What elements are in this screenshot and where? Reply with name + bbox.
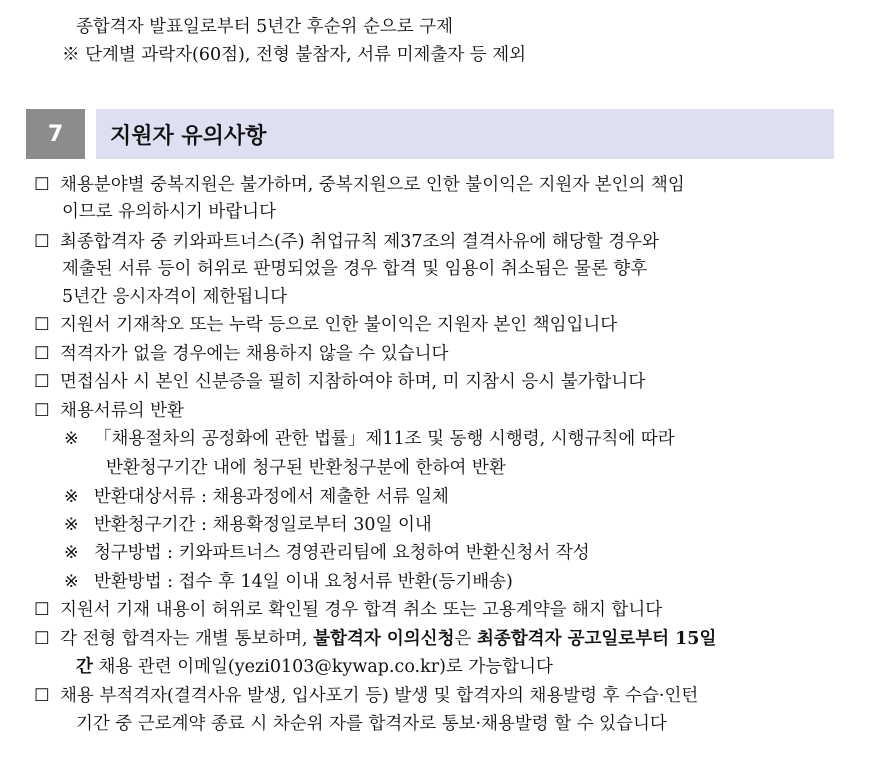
section-title: 지원자 유의사항 bbox=[110, 123, 267, 149]
section-header bbox=[96, 109, 834, 159]
checkbox-icon: ☐ bbox=[34, 344, 50, 364]
list-item: ☐ 지원서 기재 내용이 허위로 확인될 경우 합격 취소 또는 고용계약을 해지 합니다 bbox=[34, 597, 662, 623]
note-item-continuation: 반환청구기간 내에 청구된 반환청구분에 한하여 반환 bbox=[106, 458, 506, 478]
checkbox-icon: ☐ bbox=[34, 372, 50, 392]
section-number: 7 bbox=[26, 109, 85, 159]
checkbox-icon: ☐ bbox=[34, 629, 50, 649]
checkbox-icon: ☐ bbox=[34, 175, 50, 195]
checkbox-icon: ☐ bbox=[34, 686, 50, 706]
emphasis-deadline: 최종합격자 공고일로부터 15일 bbox=[476, 629, 717, 649]
checkbox-icon: ☐ bbox=[34, 232, 50, 252]
list-item: ☐ 채용서류의 반환 bbox=[34, 398, 184, 424]
note-item: ※ 반환방법 : 접수 후 14일 이내 요청서류 반환(등기배송) bbox=[64, 569, 513, 595]
checkbox-icon: ☐ bbox=[34, 315, 50, 335]
list-item-continuation: 기간 중 근로계약 종료 시 차순위 자를 합격자로 통보·채용발령 할 수 있습니다 bbox=[76, 714, 667, 734]
list-item: ☐ 면접심사 시 본인 신분증을 필히 지참하여야 하며, 미 지참시 응시 불가합니다 bbox=[34, 369, 645, 395]
list-item: ☐ 최종합격자 중 키와파트너스(주) 취업규칙 제37조의 결격사유에 해당할 경우와 bbox=[34, 229, 659, 255]
reference-mark-icon: ※ bbox=[64, 487, 79, 507]
list-item-continuation: 이므로 유의하시기 바랍니다 bbox=[62, 202, 276, 222]
carryover-line-2: ※ 단계별 과락자(60점), 전형 불참자, 서류 미제출자 등 제외 bbox=[62, 45, 527, 65]
reference-mark-icon: ※ bbox=[64, 515, 79, 535]
list-item-continuation: 제출된 서류 등이 허위로 판명되었을 경우 합격 및 임용이 취소됨은 물론 향후 bbox=[62, 259, 648, 279]
list-item-continuation: 5년간 응시자격이 제한됩니다 bbox=[62, 287, 288, 307]
reference-mark-icon: ※ bbox=[64, 572, 79, 592]
checkbox-icon: ☐ bbox=[34, 401, 50, 421]
emphasis-deadline-end: 간 bbox=[76, 657, 93, 677]
note-item: ※ 「채용절차의 공정화에 관한 법률」제11조 및 동행 시행령, 시행규칙에 따라 bbox=[64, 426, 675, 452]
list-item: ☐ 채용 부적격자(결격사유 발생, 입사포기 등) 발생 및 합격자의 채용발령 후 수습·인턴 bbox=[34, 683, 698, 709]
note-item: ※ 청구방법 : 키와파트너스 경영관리팀에 요청하여 반환신청서 작성 bbox=[64, 540, 590, 566]
note-item: ※ 반환대상서류 : 채용과정에서 제출한 서류 일체 bbox=[64, 484, 449, 510]
note-item: ※ 반환청구기간 : 채용확정일로부터 30일 이내 bbox=[64, 512, 432, 538]
checkbox-icon: ☐ bbox=[34, 600, 50, 620]
list-item: ☐ 지원서 기재착오 또는 누락 등으로 인한 불이익은 지원자 본인 책임입니다 bbox=[34, 312, 617, 338]
list-item: ☐ 적격자가 없을 경우에는 채용하지 않을 수 있습니다 bbox=[34, 341, 448, 367]
list-item-continuation: 간 채용 관련 이메일(yezi0103@kywap.co.kr)로 가능합니다 bbox=[76, 657, 553, 677]
list-item: ☐ 각 전형 합격자는 개별 통보하며, 불합격자 이의신청은 최종합격자 공고일로부터 15일 bbox=[34, 626, 716, 652]
list-item: ☐ 채용분야별 중복지원은 불가하며, 중복지원으로 인한 불이익은 지원자 본인의 책임 bbox=[34, 172, 685, 198]
reference-mark-icon: ※ bbox=[64, 543, 79, 563]
reference-mark-icon: ※ bbox=[64, 429, 79, 449]
carryover-line-1: 종합격자 발표일로부터 5년간 후순위 순으로 구제 bbox=[76, 17, 454, 37]
emphasis-appeal: 불합격자 이의신청 bbox=[313, 629, 455, 649]
